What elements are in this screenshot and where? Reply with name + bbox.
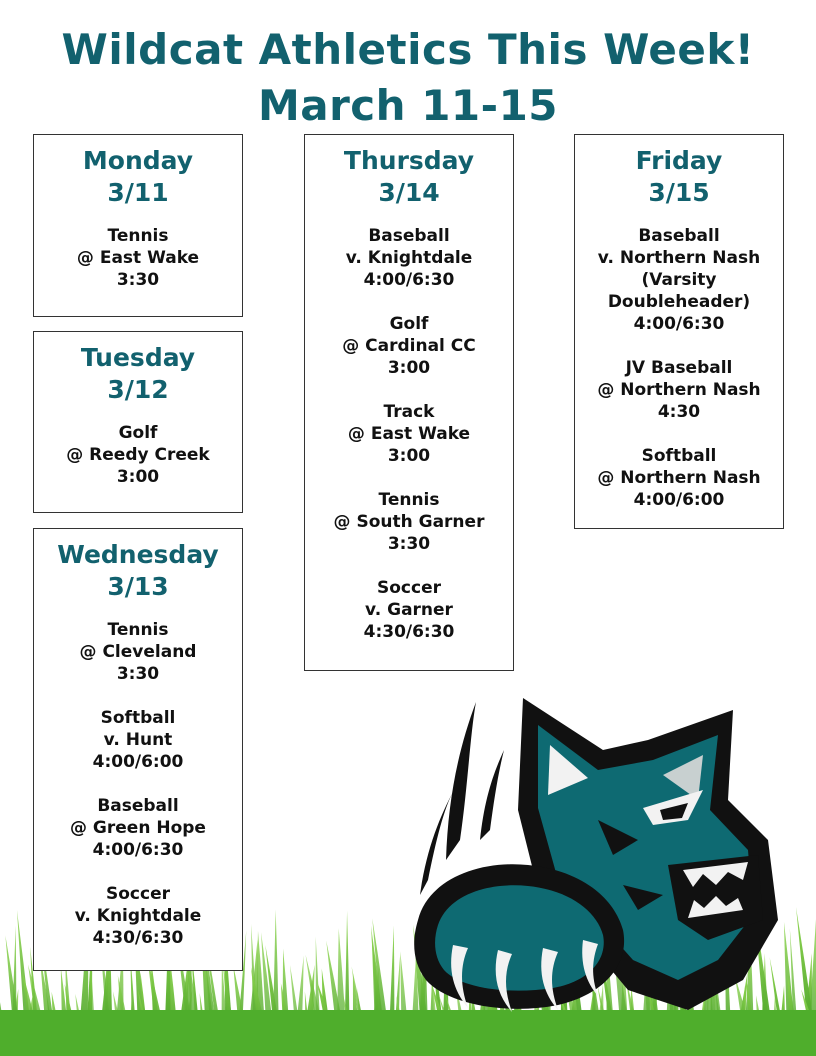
event-sport: Softball: [100, 708, 176, 728]
event: [34, 225, 242, 291]
event-time: 3:30: [116, 664, 160, 684]
event-sport: Soccer: [377, 578, 441, 598]
event-opponent: @ Reedy Creek: [66, 445, 210, 465]
event-time: 3:00: [387, 446, 431, 466]
event: [34, 707, 242, 773]
event-time: 4:00/6:30: [363, 270, 455, 290]
event-opponent: @ Cardinal CC: [342, 336, 476, 356]
event-sport: Baseball: [97, 796, 179, 816]
event-sport: Tennis: [378, 490, 440, 510]
event-sport: Baseball: [638, 226, 720, 246]
day-name: Monday: [82, 146, 194, 175]
page-title: Wildcat Athletics This Week!: [61, 25, 755, 74]
day-date: 3/13: [107, 572, 169, 601]
event-time: 3:30: [116, 270, 160, 290]
date-range-title: March 11-15: [257, 81, 559, 130]
day-box-monday: [33, 134, 243, 317]
event-opponent: @ Northern Nash: [597, 380, 761, 400]
event-sport: Tennis: [107, 620, 169, 640]
event-sport: Track: [383, 402, 435, 422]
event-time: 4:30/6:30: [363, 622, 455, 642]
day-name: Thursday: [343, 146, 475, 175]
day-box-thursday: [304, 134, 514, 671]
event-sport: Tennis: [107, 226, 169, 246]
event: [575, 445, 783, 511]
day-box-friday: [574, 134, 784, 529]
day-name: Friday: [635, 146, 723, 175]
event: [305, 577, 513, 643]
day-date: 3/11: [107, 178, 169, 207]
event-opponent: @ East Wake: [347, 424, 471, 444]
event-opponent: @ Northern Nash: [597, 468, 761, 488]
event-time: 3:00: [387, 358, 431, 378]
event-sport: Baseball: [368, 226, 450, 246]
event: [575, 225, 783, 335]
event: [575, 357, 783, 423]
event-time: 4:30/6:30: [92, 928, 184, 948]
event-opponent: @ East Wake: [76, 248, 200, 268]
event-time: 4:00/6:30: [92, 840, 184, 860]
event: [305, 313, 513, 379]
event-opponent: v. Garner: [365, 600, 453, 620]
event-opponent: v. Hunt: [103, 730, 173, 750]
event-opponent: @ South Garner: [333, 512, 485, 532]
event-sport: Softball: [641, 446, 717, 466]
event-sport: Golf: [118, 423, 158, 443]
event-time: 3:00: [116, 467, 160, 487]
event: [305, 225, 513, 291]
event-time: 4:00/6:30: [633, 314, 725, 334]
event-time: 4:30: [657, 402, 701, 422]
event-opponent: @ Green Hope: [70, 818, 206, 838]
event: [34, 619, 242, 685]
day-name: Tuesday: [80, 343, 196, 372]
event: [34, 795, 242, 861]
day-box-wednesday: [33, 528, 243, 971]
day-name: Wednesday: [57, 540, 219, 569]
event-note: Doubleheader): [607, 292, 751, 312]
event-note: (Varsity: [641, 270, 717, 290]
event: [34, 883, 242, 949]
event-sport: JV Baseball: [625, 358, 733, 378]
day-date: 3/15: [648, 178, 710, 207]
event-opponent: @ Cleveland: [79, 642, 197, 662]
event: [305, 489, 513, 555]
day-date: 3/12: [107, 375, 169, 404]
event-sport: Soccer: [106, 884, 170, 904]
event-time: 4:00/6:00: [633, 490, 725, 510]
event: [305, 401, 513, 467]
event-time: 4:00/6:00: [92, 752, 184, 772]
event-sport: Golf: [389, 314, 429, 334]
wildcat-mascot-logo: [398, 690, 788, 1020]
day-date: 3/14: [378, 178, 440, 207]
event-opponent: v. Northern Nash: [597, 248, 761, 268]
event-opponent: v. Knightdale: [345, 248, 473, 268]
event-opponent: v. Knightdale: [74, 906, 202, 926]
day-box-tuesday: [33, 331, 243, 513]
event-time: 3:30: [387, 534, 431, 554]
event: [34, 422, 242, 488]
